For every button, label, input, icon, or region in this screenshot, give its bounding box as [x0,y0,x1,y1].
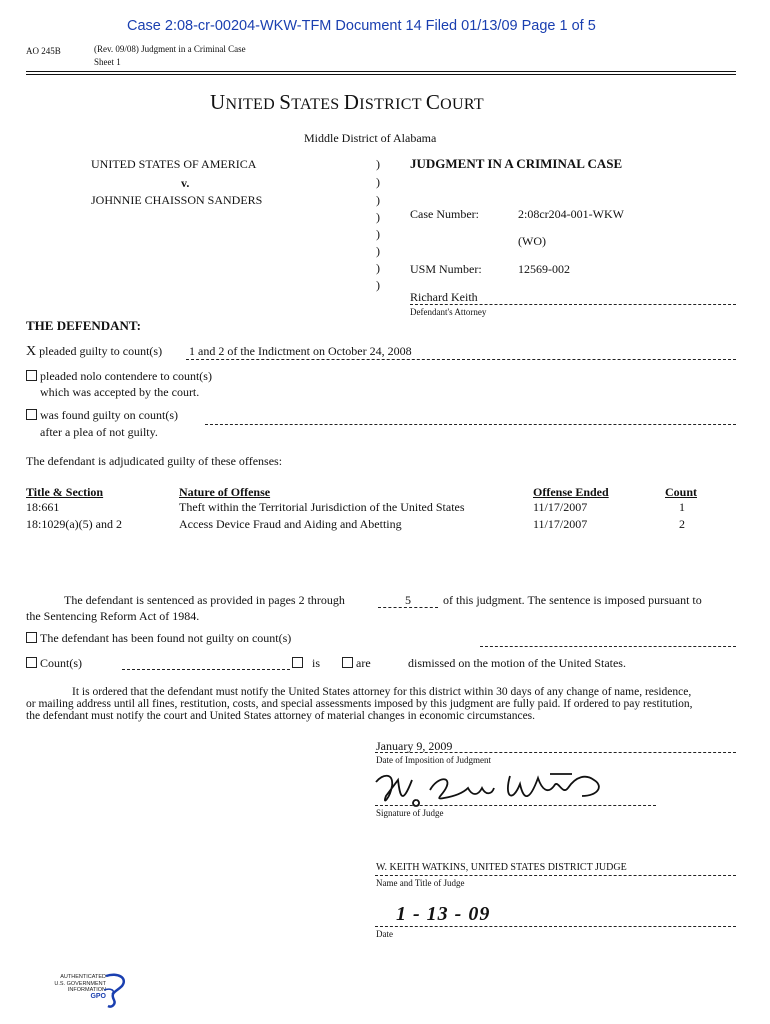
found-guilty-row: was found guilty on count(s) [26,408,178,423]
order-line-2: or mailing address until all fines, restitution, costs, and special assessments imposed by this judgment are fully paid. If ordered to pay restitution, [26,698,693,710]
paren: ) [376,244,380,258]
imposition-label: Date of Imposition of Judgment [376,755,491,765]
imposition-line [375,752,736,753]
nolo-line-2: which was accepted by the court. [40,385,200,399]
judgment-title: JUDGMENT IN A CRIMINAL CASE [410,156,623,171]
court-title: UNITED STATES DISTRICT COURT [210,90,484,114]
district-name: Middle District of Alabama [304,131,437,145]
order-line-3: the defendant must notify the court and United States attorney of material changes in economic circumstances. [26,710,536,722]
form-revision: (Rev. 09/08) Judgment in a Criminal Case [94,44,246,54]
table-row: 11/17/2007 [533,517,588,531]
attorney-name: Richard Keith [410,290,478,304]
case-number-label: Case Number: [410,207,479,221]
table-row: 11/17/2007 [533,500,588,514]
checkbox-counts[interactable] [26,657,37,668]
checkbox-not-guilty[interactable] [26,632,37,643]
attorney-line [410,304,736,305]
paren: ) [376,227,380,241]
col-nature: Nature of Offense [179,485,271,499]
found-guilty-line [205,424,736,425]
adjudicated-text: The defendant is adjudicated guilty of these offenses: [26,454,283,468]
pages-line [378,607,438,608]
sentence-text-3: the Sentencing Reform Act of 1984. [26,609,200,623]
counts-row: Count(s) [26,656,82,671]
checkbox-nolo[interactable] [26,370,37,381]
form-code: AO 245B [26,46,61,56]
case-suffix: (WO) [518,234,546,248]
paren: ) [376,210,380,224]
nolo-row: pleaded nolo contendere to count(s) [26,369,212,384]
paren: ) [376,175,380,189]
found-guilty-line-2: after a plea of not guilty. [40,425,158,439]
paren: ) [376,278,380,292]
is-option: is [292,656,320,671]
table-row: Theft within the Territorial Jurisdiction of the United States [179,500,465,514]
col-count: Count [665,485,698,499]
rule-top [26,71,736,72]
sentence-pages: 5 [405,593,411,607]
col-ended: Offense Ended [533,485,609,499]
are-option: are [342,656,371,671]
defendant-heading: THE DEFENDANT: [26,318,141,333]
not-guilty-row: The defendant has been found not guilty on count(s) [26,631,291,646]
attorney-label: Defendant's Attorney [410,307,487,317]
order-line-1: It is ordered that the defendant must notify the United States attorney for this district within 30 days of any change of name, residence, [72,686,692,698]
date-label: Date [376,929,393,939]
plaintiff-name: UNITED STATES OF AMERICA [91,157,257,171]
col-title-section: Title & Section [26,485,104,499]
case-number: 2:08cr204-001-WKW [518,207,624,221]
checkbox-found-guilty[interactable] [26,409,37,420]
checkbox-is[interactable] [292,657,303,668]
defendant-name: JOHNNIE CHAISSON SANDERS [91,193,263,207]
table-row: 18:661 [26,500,60,514]
form-sheet: Sheet 1 [94,57,121,67]
rule-top-2 [26,74,736,75]
judge-name: W. KEITH WATKINS, UNITED STATES DISTRICT JUDGE [376,862,627,873]
paren: ) [376,261,380,275]
date-line [375,926,736,927]
usm-number: 12569-002 [518,262,570,276]
paren: ) [376,193,380,207]
pleaded-line [186,359,736,360]
judge-line [375,875,736,876]
dismissed-text: dismissed on the motion of the United States. [408,656,626,670]
not-guilty-line [480,646,736,647]
usm-label: USM Number: [410,262,482,276]
signature-label: Signature of Judge [376,808,444,818]
judge-label: Name and Title of Judge [376,878,465,888]
table-row: 18:1029(a)(5) and 2 [26,517,122,531]
sentence-text-1: The defendant is sentenced as provided in pages 2 through [64,593,345,607]
table-row: 1 [679,500,685,514]
pleaded-counts: 1 and 2 of the Indictment on October 24, 2008 [189,344,412,358]
counts-line [122,669,290,670]
checkbox-are[interactable] [342,657,353,668]
gpo-eagle-icon [100,970,130,1010]
gpo-authentication: AUTHENTICATED U.S. GOVERNMENT INFORMATION GPO [54,974,106,1000]
check-mark[interactable]: X [26,344,37,359]
sentence-text-2: of this judgment. The sentence is imposed pursuant to [443,593,702,607]
signature-line [375,805,656,806]
case-header: Case 2:08-cr-00204-WKW-TFM Document 14 Filed 01/13/09 Page 1 of 5 [127,18,596,34]
pleaded-guilty-row: X pleaded guilty to count(s) [26,344,163,359]
paren: ) [376,157,380,171]
table-row: 2 [679,517,685,531]
imposition-date: January 9, 2009 [376,739,453,753]
table-row: Access Device Fraud and Aiding and Abetting [179,517,402,531]
signed-date: 1 - 13 - 09 [396,903,491,925]
versus: v. [181,176,190,190]
